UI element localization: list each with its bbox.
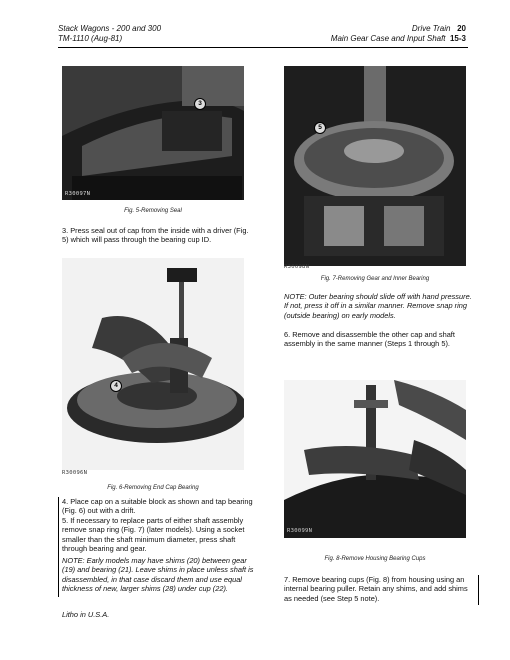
gear-illustration xyxy=(284,66,466,266)
header-manual-code: TM-1110 (Aug-81) xyxy=(58,34,123,43)
header-page-title: Main Gear Case and Input Shaft xyxy=(330,34,446,43)
figure-5-photo xyxy=(62,66,244,200)
header-section-title: Drive Train xyxy=(411,24,451,33)
figure-6-code: R30096N xyxy=(62,470,88,476)
figure-6-caption: Fig. 6-Removing End Cap Bearing xyxy=(107,485,199,491)
step-4-text: 4. Place cap on a suitable block as shown and tap bearing (Fig. 6) out with a drift. xyxy=(62,497,253,516)
change-bar-left xyxy=(58,497,59,597)
figure-5-caption: Fig. 5-Removing Seal xyxy=(124,208,182,214)
figure-7-code: R30098N xyxy=(284,264,310,270)
step-6-text: 6. Remove and disassemble the other cap and shaft assembly in the same manner (Steps 1 through 5). xyxy=(284,330,455,349)
early-models-note: NOTE: Early models may have shims (20) between gear (19) and bearing (21). Leave shims in place unless shaft is disassembled, in that case discard them and use equal thickness of new, larger shims (28) under cup (22). xyxy=(62,556,254,594)
figure-8-code: R30099N xyxy=(287,528,313,534)
step-5-text: 5. If necessary to replace parts of either shaft assembly remove snap ring (Fig. 7) (later models). Using a socket smaller than the shaft minimum diameter, press shaft through bearing and gear. xyxy=(62,516,245,554)
header-right xyxy=(246,24,466,44)
figure-7-photo xyxy=(284,66,466,266)
seal-removal-illustration xyxy=(62,66,244,200)
figure-5-code: R30097N xyxy=(65,191,91,197)
callout-3: 3 xyxy=(194,98,206,110)
callout-5: 5 xyxy=(314,122,326,134)
step-7-text: 7. Remove bearing cups (Fig. 8) from housing using an internal bearing puller. Retain any shims, and add shims as needed (see Step 5 note). xyxy=(284,575,468,603)
litho-text: Litho in U.S.A. xyxy=(62,610,110,619)
end-cap-illustration xyxy=(62,258,244,470)
figure-6-photo xyxy=(62,258,244,470)
figure-8-photo xyxy=(284,380,466,538)
header-left xyxy=(58,24,258,44)
header-rule xyxy=(58,47,468,48)
step-3-text: 3. Press seal out of cap from the inside with a driver (Fig. 5) which will pass through the bearing cup ID. xyxy=(62,226,249,245)
header-section-number: 20 xyxy=(457,24,466,33)
header-manual-title: Stack Wagons - 200 and 300 xyxy=(58,24,162,33)
figure-7-caption: Fig. 7-Removing Gear and Inner Bearing xyxy=(320,276,430,282)
figure-8-caption: Fig. 8-Remove Housing Bearing Cups xyxy=(324,556,426,562)
callout-4: 4 xyxy=(110,380,122,392)
change-bar-right xyxy=(478,575,479,605)
outer-bearing-note: NOTE: Outer bearing should slide off with hand pressure. If not, press it off in a similar manner. Remove snap ring (outside bearing) on early models. xyxy=(284,292,472,320)
bearing-puller-illustration xyxy=(284,380,466,538)
header-page-number: 15-3 xyxy=(449,34,466,43)
